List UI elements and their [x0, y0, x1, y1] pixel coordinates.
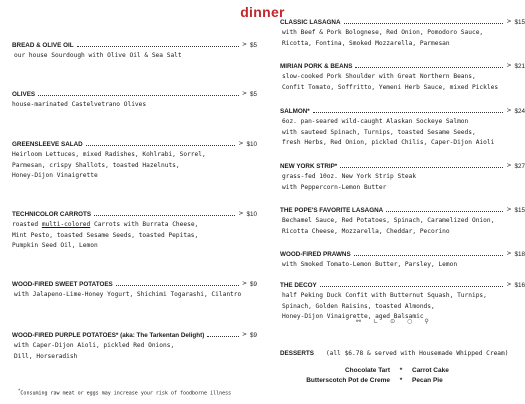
- ornament-icon: ∟: [373, 318, 379, 325]
- item-name: TECHNICOLOR CARROTS: [12, 210, 92, 218]
- dot-leader: [340, 167, 503, 168]
- desc-text: roasted: [12, 221, 42, 228]
- item-desc: with Smoked Tomato-Lemon Butter, Parsley, Lemon: [282, 261, 458, 268]
- dot-leader: [386, 211, 503, 212]
- item-desc: with Jalapeno-Lime-Honey Yogurt, Shichimi Togarashi, Cilantro: [14, 291, 242, 298]
- menu-item: [280, 161, 525, 193]
- dessert-item: Butterscotch Pot de Creme: [306, 376, 390, 384]
- item-desc: slow-cooked Pork Shoulder with Great Northern Beans,: [282, 73, 476, 80]
- asterisk-icon: *: [18, 388, 21, 393]
- item-price: $24: [514, 107, 525, 115]
- item-desc: Honey-Dijon Vinaigrette, aged Balsamic: [282, 313, 424, 320]
- menu-item: [280, 249, 525, 271]
- item-name: WOOD-FIRED PRAWNS: [280, 250, 351, 258]
- item-name: THE POPE'S FAVORITE LASAGNA: [280, 206, 384, 214]
- item-desc: with Peppercorn-Lemon Butter: [282, 183, 387, 191]
- item-desc: Pumpkin Seed Oil, Lemon: [12, 242, 98, 249]
- arrow-icon: >: [506, 62, 512, 69]
- item-name: BREAD & OLIVE OIL: [12, 41, 74, 49]
- menu-item: [280, 61, 525, 93]
- item-desc: house-marinated Castelvetrano Olives: [12, 101, 147, 108]
- item-price: $10: [246, 210, 257, 218]
- dot-leader: [344, 23, 504, 24]
- dessert-item: Carrot Cake: [412, 366, 449, 374]
- item-price: $9: [249, 331, 257, 339]
- dessert-item: Chocolate Tart: [344, 366, 390, 374]
- dot-leader: [355, 67, 503, 68]
- item-price: $10: [246, 140, 257, 148]
- menu-item: [12, 209, 257, 252]
- menu-item: [12, 89, 257, 111]
- star-icon: *: [399, 366, 403, 374]
- item-desc: Ricotta, Fontina, Smoked Mozzarella, Parmesan: [282, 39, 450, 47]
- item-desc: Ricotta Cheese, Mozzarella, Cheddar, Pecorino: [282, 227, 450, 235]
- item-desc: with Beef & Pork Bolognese, Red Onion, Pomodoro Sauce,: [282, 29, 484, 36]
- desserts-note: (all $6.78 & served with Housemade Whipped Cream): [325, 349, 509, 357]
- menu-item: [12, 40, 257, 62]
- item-desc: Spinach, Golden Raisins, toasted Almonds,: [282, 302, 435, 310]
- ornament-icon: ○: [407, 318, 413, 325]
- item-desc: 6oz. pan-seared wild-caught Alaskan Sockeye Salmon: [282, 118, 469, 125]
- arrow-icon: >: [241, 90, 247, 97]
- menu-item: [12, 330, 257, 362]
- dessert-row: [292, 375, 472, 385]
- desserts-list: [292, 365, 472, 385]
- item-desc: with Caper-Dijon Aioli, pickled Red Onions,: [14, 342, 175, 349]
- menu-item: [12, 279, 257, 301]
- item-name: NEW YORK STRIP*: [280, 162, 338, 170]
- item-name: GREENSLEEVE SALAD: [12, 140, 83, 148]
- menu-title: dinner: [240, 4, 285, 20]
- menu-item: [280, 280, 525, 323]
- item-desc: Bechamel Sauce, Red Potatoes, Spinach, Caramelized Onion,: [282, 217, 495, 224]
- item-name: THE DECOY: [280, 281, 317, 289]
- item-name: WOOD-FIRED SWEET POTATOES: [12, 280, 113, 288]
- arrow-icon: >: [506, 18, 512, 25]
- arrow-icon: >: [506, 206, 512, 213]
- item-name: MIRIAN PORK & BEANS: [280, 62, 353, 70]
- dessert-item: Pecan Pie: [412, 376, 443, 384]
- item-desc: Dill, Horseradish: [14, 352, 78, 360]
- item-desc: Mint Pesto, toasted Sesame Seeds, toasted Pepitas,: [12, 231, 199, 239]
- desc-text: Carrots with Burrata Cheese,: [90, 221, 199, 228]
- ornament-icon: ⊙: [390, 318, 396, 325]
- arrow-icon: >: [506, 107, 512, 114]
- arrow-icon: >: [506, 281, 512, 288]
- item-desc: Parmesan, crispy Shallots, toasted Hazelnuts,: [12, 161, 180, 169]
- item-price: $27: [514, 162, 525, 170]
- item-name: OLIVES: [12, 90, 36, 98]
- item-price: $21: [514, 62, 525, 70]
- ornament-row: [356, 318, 429, 325]
- desserts-section: [280, 348, 525, 358]
- ornament-icon: ⚲: [424, 318, 429, 325]
- item-price: $5: [249, 90, 257, 98]
- menu-item: [280, 17, 525, 49]
- arrow-icon: >: [241, 280, 247, 287]
- item-desc: with sauteed Spinach, Turnips, toasted Sesame Seeds,: [282, 128, 476, 136]
- dessert-row: [292, 365, 472, 375]
- arrow-icon: >: [506, 250, 512, 257]
- ornament-icon: ⚯: [356, 318, 362, 325]
- item-desc: fresh Herbs, Red Onion, pickled Chilis, Caper-Dijon Aioli: [282, 139, 495, 146]
- footnote: [18, 388, 231, 397]
- item-price: $9: [249, 280, 257, 288]
- dot-leader: [94, 215, 235, 216]
- item-price: $15: [514, 206, 525, 214]
- item-price: $15: [514, 18, 525, 26]
- item-desc: grass-fed 10oz. New York Strip Steak: [282, 173, 417, 180]
- desserts-label: DESSERTS: [280, 349, 314, 357]
- item-name: CLASSIC LASAGNA: [280, 18, 341, 26]
- item-desc: Confit Tomato, Soffritto, Yemeni Herb Sauce, mixed Pickles: [282, 83, 499, 91]
- item-name: WOOD-FIRED PURPLE POTATOES* (aka: The Tarkentan Delight): [12, 331, 205, 339]
- dot-leader: [354, 255, 504, 256]
- menu-item: [280, 106, 525, 149]
- arrow-icon: >: [238, 210, 244, 217]
- menu-item: [12, 139, 257, 182]
- item-price: $18: [514, 250, 525, 258]
- footnote-text: Consuming raw meat or eggs may increase your risk of foodborne illness: [20, 390, 232, 397]
- item-desc: Heirloom Lettuces, mixed Radishes, Kohlrabi, Sorrel,: [12, 151, 206, 158]
- dot-leader: [207, 336, 239, 337]
- item-desc: our house Sourdough with Olive Oil & Sea Salt: [14, 52, 182, 59]
- item-name: SALMON*: [280, 107, 310, 115]
- dot-leader: [313, 112, 504, 113]
- item-price: $16: [514, 281, 525, 289]
- dot-leader: [116, 285, 239, 286]
- desc-underlined-text: multi-colored: [41, 221, 91, 228]
- item-desc: half Peking Duck Confit with Butternut Squash, Turnips,: [282, 292, 487, 299]
- arrow-icon: >: [241, 331, 247, 338]
- arrow-icon: >: [506, 162, 512, 169]
- arrow-icon: >: [241, 41, 247, 48]
- menu-item: [280, 205, 525, 237]
- dot-leader: [320, 286, 504, 287]
- arrow-icon: >: [238, 140, 244, 147]
- dot-leader: [38, 95, 239, 96]
- item-desc: [12, 220, 257, 231]
- dot-leader: [77, 46, 239, 47]
- item-price: $5: [249, 41, 257, 49]
- dot-leader: [86, 145, 236, 146]
- star-icon: *: [399, 376, 403, 384]
- item-desc: Honey-Dijon Vinaigrette: [12, 172, 98, 179]
